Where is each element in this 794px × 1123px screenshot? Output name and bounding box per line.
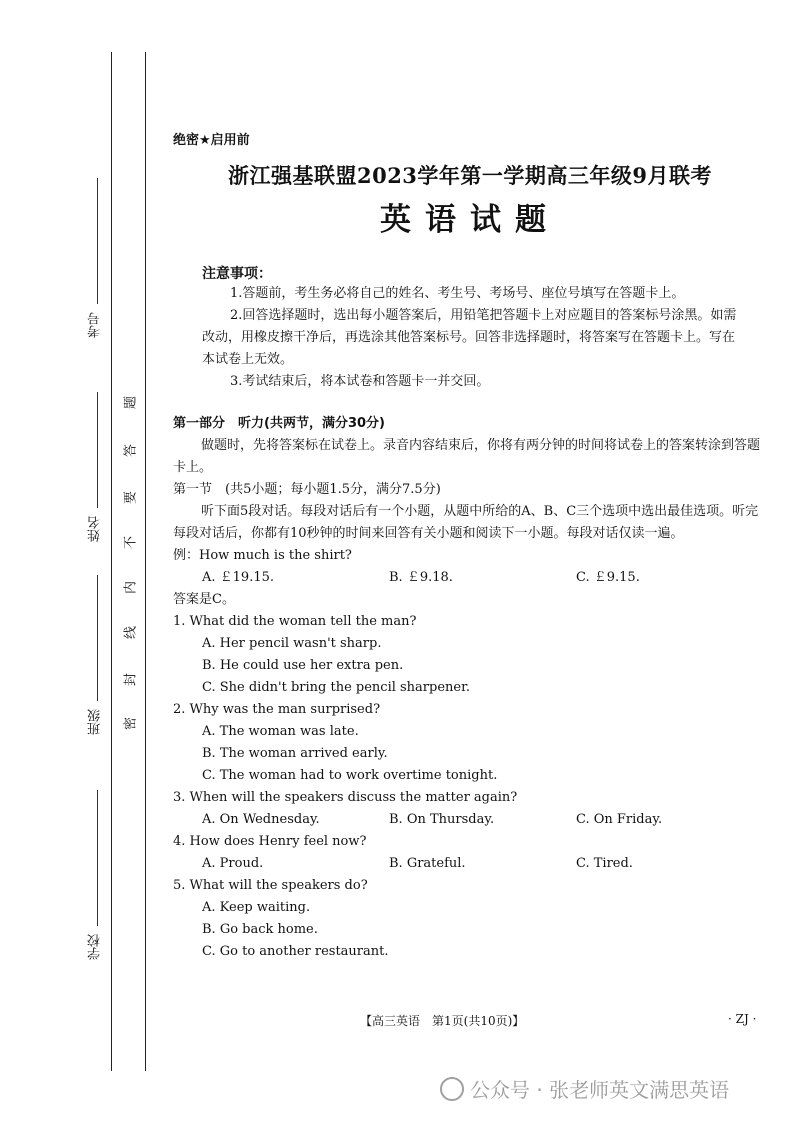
example-options <box>173 567 763 589</box>
binding-line-outer <box>111 52 112 1071</box>
option-c: C. ￡9.15. <box>576 570 640 585</box>
notice-heading: 注意事项： <box>202 266 272 282</box>
option-c: C. Tired. <box>576 856 633 871</box>
option-c: C. On Friday. <box>576 812 663 827</box>
exam-title: 浙江强基联盟2023学年第一学期高三年级9月联考 <box>227 163 713 188</box>
question-stem: 3. When will the speakers discuss the matter again? <box>173 790 518 805</box>
example-question: 例：How much is the shirt? <box>173 548 352 563</box>
notice-item: 2.回答选择题时，选出每小题答案后，用铅笔把答题卡上对应题目的答案标号涂黑。如需改动，用橡皮擦干净后，再选涂其他答案标号。回答非选择题时，将答案写在答题卡上。写在本试卷上无效。 <box>202 308 737 367</box>
wechat-icon <box>440 1077 464 1101</box>
seal-char: 封 <box>123 673 139 687</box>
option-b: B. The woman arrived early. <box>202 746 388 761</box>
seal-char: 密 <box>123 717 139 731</box>
question-stem: 2. Why was the man surprised? <box>173 702 381 717</box>
question-4 <box>173 831 763 875</box>
notice-item: 1.答题前，考生务必将自己的姓名、考生号、考场号、座位号填写在答题卡上。 <box>230 286 685 301</box>
confidential-mark: 绝密★启用前 <box>173 133 250 148</box>
question-5 <box>173 875 763 963</box>
subject-title: 英语试题 <box>380 202 560 238</box>
seal-char: 线 <box>123 626 139 640</box>
section-intro: 听下面5段对话。每段对话后有一个小题，从题中所给的A、B、C三个选项中选出最佳选项。听完每段对话后，你都有10秒钟的时间来回答有关小题和阅读下一小题。每段对话仅读一遍。 <box>173 504 759 541</box>
seal-char: 要 <box>123 491 139 505</box>
name-line <box>97 392 98 508</box>
exam-number-line <box>97 178 98 304</box>
option-a: A. ￡19.15. <box>202 570 275 585</box>
region-code: · ZJ · <box>728 1012 757 1026</box>
question-stem: 1. What did the woman tell the man? <box>173 614 417 629</box>
seal-char: 题 <box>123 396 139 410</box>
part-heading: 第一部分 听力(共两节，满分30分) <box>173 416 385 431</box>
option-b: B. ￡9.18. <box>389 570 453 585</box>
watermark-text: 公众号 · 张老师英文满思英语 <box>470 1078 730 1102</box>
option-b: B. On Thursday. <box>389 812 495 827</box>
option-b: B. Go back home. <box>202 922 318 937</box>
page-footer: 【高三英语 第1页(共10页)】 <box>360 1014 525 1028</box>
question-3 <box>173 787 763 831</box>
question-options <box>173 853 763 875</box>
seal-char: 不 <box>123 536 139 550</box>
seal-char: 答 <box>123 444 139 458</box>
name-field[interactable] <box>80 392 108 542</box>
question-2 <box>173 699 763 787</box>
seal-char: 内 <box>123 581 139 595</box>
class-line <box>97 575 98 701</box>
example-answer: 答案是C。 <box>173 592 235 607</box>
option-a: A. Keep waiting. <box>202 900 311 915</box>
section-heading: 第一节 (共5小题；每小题1.5分，满分7.5分) <box>173 482 441 497</box>
question-stem: 4. How does Henry feel now? <box>173 834 367 849</box>
listening-section <box>173 413 763 963</box>
option-b: B. He could use her extra pen. <box>202 658 404 673</box>
notice-item: 3.考试结束后，将本试卷和答题卡一并交回。 <box>230 374 490 389</box>
option-a: A. The woman was late. <box>202 724 359 739</box>
binding-line-inner <box>145 52 146 1071</box>
option-b: B. Grateful. <box>389 856 466 871</box>
option-a: A. Her pencil wasn't sharp. <box>202 636 382 651</box>
part-intro: 做题时，先将答案标在试卷上。录音内容结束后，你将有两分钟的时间将试卷上的答案转涂到答题卡上。 <box>173 438 761 475</box>
school-label: 学校 <box>88 934 103 960</box>
question-1 <box>173 611 763 699</box>
option-c: C. She didn't bring the pencil sharpener. <box>202 680 471 695</box>
option-c: C. Go to another restaurant. <box>202 944 389 959</box>
question-options <box>173 809 763 831</box>
option-a: A. On Wednesday. <box>202 812 320 827</box>
class-field[interactable] <box>80 575 108 735</box>
school-field[interactable] <box>80 790 108 960</box>
option-a: A. Proud. <box>202 856 264 871</box>
exam-number-label: 考号 <box>88 312 103 338</box>
question-stem: 5. What will the speakers do? <box>173 878 368 893</box>
class-label: 班级 <box>88 709 103 735</box>
exam-number-field[interactable] <box>80 178 108 338</box>
school-line <box>97 790 98 926</box>
name-label: 姓名 <box>88 516 103 542</box>
notice-list <box>202 283 747 393</box>
option-c: C. The woman had to work overtime tonight. <box>202 768 498 783</box>
